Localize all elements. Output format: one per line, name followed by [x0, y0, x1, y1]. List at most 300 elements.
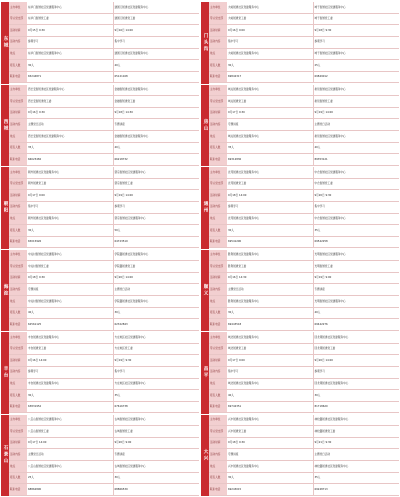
table-cell: 城关街道社区党建服务中心: [228, 88, 260, 92]
table-cell: 65015926: [28, 240, 42, 244]
row-label: 主办单位: [209, 415, 227, 426]
row-label: 报名人数: [209, 308, 227, 319]
table-cell: 朝外街道社区党建服务中心: [28, 170, 60, 174]
table-row: [209, 426, 399, 438]
row-label: 主办单位: [9, 167, 27, 178]
table-cell: 9月18日 9:30: [28, 276, 45, 280]
table-cell: 9月16日 14:00: [113, 25, 200, 36]
table-cell: 62322843: [113, 319, 200, 330]
district-name: 昌平: [203, 366, 209, 380]
table-row: [209, 225, 399, 237]
activity-table: [209, 332, 399, 414]
row-label: 活动内容: [9, 37, 27, 48]
row-label: 主办单位: [9, 85, 27, 96]
row-label: 主办单位: [209, 332, 227, 343]
table-cell: 古城街道社区党建服务中心: [113, 461, 200, 472]
district-block: [201, 331, 399, 414]
table-cell: 9月20日 14:00: [113, 273, 200, 284]
table-cell: 中仓街道社区党建服务中心: [313, 214, 400, 225]
table-row: [209, 332, 399, 344]
table-row: [209, 85, 399, 97]
row-label: 带头党支部: [9, 344, 27, 355]
table-cell: 学院路街道社区党建服务中心: [113, 250, 200, 261]
table-row: [9, 25, 199, 37]
table-row: [209, 108, 399, 120]
table-cell: 9月18日 14:00: [228, 193, 247, 197]
district-block: [201, 84, 399, 167]
table-cell: 金融街街道社区党建服务中心: [113, 131, 200, 142]
table-row: [209, 250, 399, 262]
row-label: 联系电话: [9, 484, 27, 495]
table-cell: 东华门街道社区党建服务中心: [28, 52, 62, 56]
table-row: [9, 296, 199, 308]
table-cell: 30人: [28, 228, 34, 232]
table-cell: 30人: [113, 308, 200, 319]
activity-table: [9, 415, 199, 497]
table-cell: 西长安街街道社区党建服务中心: [28, 134, 65, 138]
table-cell: 望京街道社区党建服务中心: [113, 167, 200, 178]
row-label: 活动内容: [209, 367, 227, 378]
row-label: 联系电话: [9, 402, 27, 413]
district-name: 东城: [3, 36, 9, 50]
district-label: [1, 2, 9, 84]
table-row: [9, 461, 199, 473]
row-label: 活动时间: [9, 355, 27, 366]
table-row: [209, 449, 399, 461]
row-label: 地点: [9, 296, 27, 307]
table-row: [209, 344, 399, 356]
table-row: [209, 438, 399, 450]
row-label: 联系电话: [209, 237, 227, 248]
district-block: [1, 1, 199, 84]
table-cell: 丰台街道社区党建服务中心: [28, 335, 60, 339]
table-cell: 30人: [313, 390, 400, 401]
row-label: 主办单位: [9, 332, 27, 343]
row-label: 联系电话: [9, 319, 27, 330]
row-label: 活动内容: [209, 284, 227, 295]
row-label: 带头党支部: [209, 261, 227, 272]
table-row: [209, 473, 399, 485]
table-cell: 城关街道社区党建服务中心: [228, 134, 260, 138]
row-label: 报名人数: [209, 390, 227, 401]
row-label: 活动内容: [9, 119, 27, 130]
table-cell: 参观学习: [28, 370, 39, 374]
table-cell: 兴丰街道社区党建服务中心: [228, 418, 260, 422]
table-cell: 专题讲座: [228, 452, 239, 456]
row-label: 主办单位: [209, 167, 227, 178]
row-label: 地点: [209, 131, 227, 142]
table-cell: 参观学习: [113, 202, 200, 213]
table-cell: 40人: [28, 311, 34, 315]
table-cell: 北苑街道社区党建服务中心: [228, 170, 260, 174]
table-row: [209, 296, 399, 308]
table-row: [9, 402, 199, 414]
district-label: [1, 85, 9, 167]
table-row: [209, 390, 399, 402]
table-cell: 集中学习: [228, 40, 239, 44]
table-row: [9, 225, 199, 237]
table-cell: 9月16日 9:30: [28, 111, 45, 115]
table-cell: 回龙观街道社区党建服务中心: [313, 379, 400, 390]
row-label: 主办单位: [9, 2, 27, 13]
table-cell: 建国门街道社区党建服务中心: [113, 2, 200, 13]
district-block: [1, 84, 199, 167]
district-name: 西城: [3, 118, 9, 132]
table-cell: 40人: [228, 393, 234, 397]
table-cell: 中仓街道党工委: [313, 179, 400, 190]
row-label: 主办单位: [9, 250, 27, 261]
row-label: 地点: [9, 49, 27, 60]
row-label: 主办单位: [209, 2, 227, 13]
table-row: [9, 60, 199, 72]
table-row: [9, 202, 199, 214]
district-label: [201, 250, 209, 332]
table-cell: 9月20日 14:00: [313, 355, 400, 366]
activity-table: [209, 415, 399, 497]
table-cell: 光明街道社区党建服务中心: [313, 296, 400, 307]
table-cell: 西长安街街道社区党建服务中心: [28, 88, 65, 92]
table-cell: 拱辰街道社区党建服务中心: [313, 131, 400, 142]
district-name: 房山: [203, 118, 209, 132]
row-label: 带头党支部: [9, 426, 27, 437]
district-label: [201, 415, 209, 497]
district-block: [1, 249, 199, 332]
table-row: [9, 72, 199, 84]
table-row: [9, 273, 199, 285]
table-row: [209, 273, 399, 285]
row-label: 联系电话: [209, 402, 227, 413]
row-label: 带头党支部: [9, 96, 27, 107]
table-row: [209, 96, 399, 108]
district-label: [201, 2, 209, 84]
table-row: [9, 2, 199, 14]
table-cell: 专题讲座: [28, 287, 39, 291]
table-cell: 朝外街道党工委: [28, 182, 47, 186]
row-label: 带头党支部: [9, 261, 27, 272]
table-cell: 64723519: [113, 237, 200, 248]
left-column: [1, 1, 199, 496]
table-cell: 40人: [313, 308, 400, 319]
district-label: [1, 167, 9, 249]
row-label: 带头党支部: [209, 179, 227, 190]
table-row: [9, 250, 199, 262]
table-cell: 集中学习: [113, 37, 200, 48]
district-block: [201, 166, 399, 249]
table-row: [9, 438, 199, 450]
table-cell: 专题讲座: [113, 119, 200, 130]
row-label: 报名人数: [9, 473, 27, 484]
row-label: 报名人数: [209, 60, 227, 71]
table-cell: 望京街道社区党建服务中心: [113, 214, 200, 225]
table-cell: 建国门街道党工委: [113, 14, 200, 25]
district-block: [1, 331, 199, 414]
district-label: [201, 167, 209, 249]
table-row: [209, 308, 399, 320]
table-row: [209, 143, 399, 155]
table-cell: 古城街道社区党建服务中心: [113, 415, 200, 426]
table-cell: 30人: [28, 63, 34, 67]
table-cell: 62561125: [28, 322, 42, 326]
row-label: 主办单位: [209, 250, 227, 261]
table-cell: 光明街道党工委: [313, 261, 400, 272]
district-label: [201, 85, 209, 167]
table-cell: 中关村街道党工委: [28, 264, 49, 268]
district-block: [201, 414, 399, 497]
district-name: 大兴: [203, 448, 209, 462]
district-label: [1, 332, 9, 414]
table-cell: 古城街道党工委: [113, 426, 200, 437]
table-cell: 68862890: [28, 487, 42, 491]
table-cell: 69849012: [313, 72, 400, 83]
row-label: 活动内容: [209, 119, 227, 130]
row-label: 报名人数: [9, 308, 27, 319]
table-row: [9, 85, 199, 97]
row-label: 活动内容: [209, 202, 227, 213]
table-cell: 八宝山街道社区党建服务中心: [28, 464, 62, 468]
table-row: [9, 96, 199, 108]
row-label: 活动时间: [209, 273, 227, 284]
table-cell: 30人: [228, 311, 234, 315]
table-row: [209, 367, 399, 379]
table-row: [209, 14, 399, 26]
table-row: [9, 367, 199, 379]
table-cell: 方庄地区党工委: [113, 344, 200, 355]
table-cell: 拱辰街道党工委: [313, 96, 400, 107]
district-name: 石景山: [3, 445, 9, 466]
table-cell: 方庄地区社区党建服务中心: [113, 379, 200, 390]
table-cell: 50人: [113, 225, 200, 236]
table-cell: 大峪街道社区党建服务中心: [228, 5, 260, 9]
table-cell: 40人: [113, 143, 200, 154]
row-label: 联系电话: [209, 154, 227, 165]
table-cell: 9月15日 9:30: [28, 28, 45, 32]
row-label: 联系电话: [9, 154, 27, 165]
table-cell: 9月17日 9:00: [28, 193, 45, 197]
table-row: [209, 167, 399, 179]
row-label: 报名人数: [9, 60, 27, 71]
table-cell: 中仓街道社区党建服务中心: [313, 167, 400, 178]
table-cell: 9月19日 9:30: [113, 355, 200, 366]
table-row: [9, 261, 199, 273]
table-cell: 回龙观街道党工委: [313, 344, 400, 355]
table-row: [9, 37, 199, 49]
table-row: [209, 131, 399, 143]
table-cell: 9月21日 9:30: [313, 438, 400, 449]
table-row: [9, 167, 199, 179]
table-row: [209, 261, 399, 273]
row-label: 地点: [9, 379, 27, 390]
activity-table: [9, 332, 199, 414]
row-label: 主办单位: [9, 415, 27, 426]
row-label: 地点: [209, 461, 227, 472]
row-label: 联系电话: [209, 319, 227, 330]
row-label: 带头党支部: [9, 179, 27, 190]
district-label: [1, 415, 9, 497]
table-row: [9, 344, 199, 356]
table-row: [9, 143, 199, 155]
table-row: [209, 461, 399, 473]
row-label: 带头党支部: [209, 96, 227, 107]
table-row: [209, 319, 399, 331]
table-row: [9, 237, 199, 249]
table-cell: 林校路街道党工委: [313, 426, 400, 437]
row-label: 活动时间: [9, 25, 27, 36]
table-cell: 9月20日 9:30: [313, 190, 400, 201]
table-cell: 八宝山街道党工委: [28, 429, 49, 433]
table-cell: 69248713: [313, 484, 400, 495]
table-cell: 9月18日 14:30: [113, 108, 200, 119]
row-label: 报名人数: [209, 473, 227, 484]
table-cell: 9月19日 9:00: [313, 273, 400, 284]
table-cell: 81718620: [313, 402, 400, 413]
row-label: 联系电话: [209, 72, 227, 83]
table-cell: 69243015: [228, 487, 242, 491]
table-row: [209, 190, 399, 202]
row-label: 活动时间: [209, 25, 227, 36]
table-row: [209, 355, 399, 367]
table-cell: 主题党日活动: [28, 122, 44, 126]
row-label: 带头党支部: [209, 344, 227, 355]
table-cell: 大峪街道党工委: [228, 17, 247, 21]
table-row: [9, 214, 199, 226]
activity-table: [209, 85, 399, 167]
district-block: [1, 414, 199, 497]
table-row: [9, 449, 199, 461]
table-cell: 69541290: [228, 240, 242, 244]
table-row: [209, 237, 399, 249]
row-label: 活动时间: [9, 108, 27, 119]
table-cell: 八宝山街道社区党建服务中心: [28, 418, 62, 422]
table-cell: 丰台街道党工委: [28, 347, 47, 351]
table-cell: 参观学习: [28, 40, 39, 44]
table-row: [209, 25, 399, 37]
row-label: 活动内容: [9, 284, 27, 295]
district-block: [201, 1, 399, 84]
table-cell: 30人: [228, 228, 234, 232]
table-row: [209, 49, 399, 61]
table-cell: 东华门街道社区党建服务中心: [28, 5, 62, 9]
table-row: [209, 154, 399, 166]
table-row: [209, 179, 399, 191]
table-cell: 89353121: [313, 154, 400, 165]
row-label: 活动时间: [209, 438, 227, 449]
activity-table: [9, 167, 199, 249]
table-row: [9, 332, 199, 344]
row-label: 联系电话: [209, 484, 227, 495]
table-cell: 专题讲座: [313, 284, 400, 295]
row-label: 地点: [9, 214, 27, 225]
table-cell: 65121168: [113, 72, 200, 83]
table-cell: 69443518: [228, 322, 242, 326]
table-cell: 光明街道社区党建服务中心: [313, 250, 400, 261]
table-cell: 参观学习: [313, 37, 400, 48]
table-cell: 学院路街道党工委: [113, 261, 200, 272]
table-row: [209, 119, 399, 131]
table-cell: 35人: [28, 146, 34, 150]
table-row: [209, 284, 399, 296]
table-cell: 城关街道党工委: [228, 99, 247, 103]
table-cell: 兴丰街道社区党建服务中心: [228, 464, 260, 468]
district-label: [201, 332, 209, 414]
table-cell: 学院路街道社区党建服务中心: [113, 296, 200, 307]
table-cell: 9月18日 9:30: [228, 441, 245, 445]
row-label: 活动时间: [9, 438, 27, 449]
table-cell: 中关村街道社区党建服务中心: [28, 253, 62, 257]
table-cell: 东华门街道党工委: [28, 17, 49, 21]
district-name: 门头沟: [203, 32, 209, 53]
table-cell: 66023482: [28, 157, 42, 161]
table-cell: 35人: [313, 473, 400, 484]
row-label: 地点: [9, 131, 27, 142]
table-cell: 主题党日活动: [313, 119, 400, 130]
row-label: 联系电话: [9, 72, 27, 83]
row-label: 报名人数: [209, 225, 227, 236]
table-cell: 9月16日 9:00: [228, 28, 245, 32]
table-row: [9, 131, 199, 143]
table-cell: 69312836: [228, 157, 242, 161]
table-cell: 30人: [228, 63, 234, 67]
row-label: 活动内容: [9, 449, 27, 460]
table-cell: 9月19日 14:00: [113, 190, 200, 201]
table-row: [9, 14, 199, 26]
table-cell: 69542258: [313, 237, 400, 248]
row-label: 活动内容: [9, 202, 27, 213]
table-cell: 40人: [113, 60, 200, 71]
district-block: [201, 249, 399, 332]
row-label: 报名人数: [209, 143, 227, 154]
table-cell: 林校路街道社区党建服务中心: [313, 461, 400, 472]
table-cell: 金融街街道社区党建服务中心: [113, 85, 200, 96]
row-label: 活动时间: [9, 190, 27, 201]
row-label: 地点: [209, 214, 227, 225]
table-cell: 城子街道党工委: [313, 14, 400, 25]
table-cell: 集中学习: [228, 370, 239, 374]
table-cell: 中关村街道社区党建服务中心: [28, 299, 62, 303]
table-cell: 30人: [28, 393, 34, 397]
table-cell: 城北街道党工委: [228, 347, 247, 351]
row-label: 带头党支部: [209, 14, 227, 25]
table-row: [9, 473, 199, 485]
table-row: [9, 308, 199, 320]
table-cell: 城子街道社区党建服务中心: [313, 2, 400, 13]
activity-table: [9, 2, 199, 84]
table-cell: 丰台街道社区党建服务中心: [28, 382, 60, 386]
table-cell: 参观学习: [228, 205, 239, 209]
table-cell: 城北街道社区党建服务中心: [228, 382, 260, 386]
table-row: [9, 49, 199, 61]
row-label: 地点: [209, 296, 227, 307]
table-cell: 朝外街道社区党建服务中心: [28, 217, 60, 221]
district-name: 丰台: [3, 366, 9, 380]
table-cell: 9月19日 14:00: [313, 108, 400, 119]
table-cell: 望京街道党工委: [113, 179, 200, 190]
table-row: [209, 60, 399, 72]
row-label: 活动时间: [9, 273, 27, 284]
table-row: [9, 108, 199, 120]
table-cell: 拱辰街道社区党建服务中心: [313, 85, 400, 96]
table-row: [209, 214, 399, 226]
table-row: [9, 379, 199, 391]
table-cell: 9月16日 14:30: [228, 276, 247, 280]
table-cell: 林校路街道社区党建服务中心: [313, 415, 400, 426]
row-label: 报名人数: [9, 390, 27, 401]
table-cell: 主题党日活动: [28, 452, 44, 456]
table-cell: 9月18日 9:30: [313, 25, 400, 36]
table-row: [9, 284, 199, 296]
activity-table: [209, 2, 399, 84]
table-cell: 北苑街道社区党建服务中心: [228, 217, 260, 221]
table-cell: 63831952: [28, 405, 42, 409]
